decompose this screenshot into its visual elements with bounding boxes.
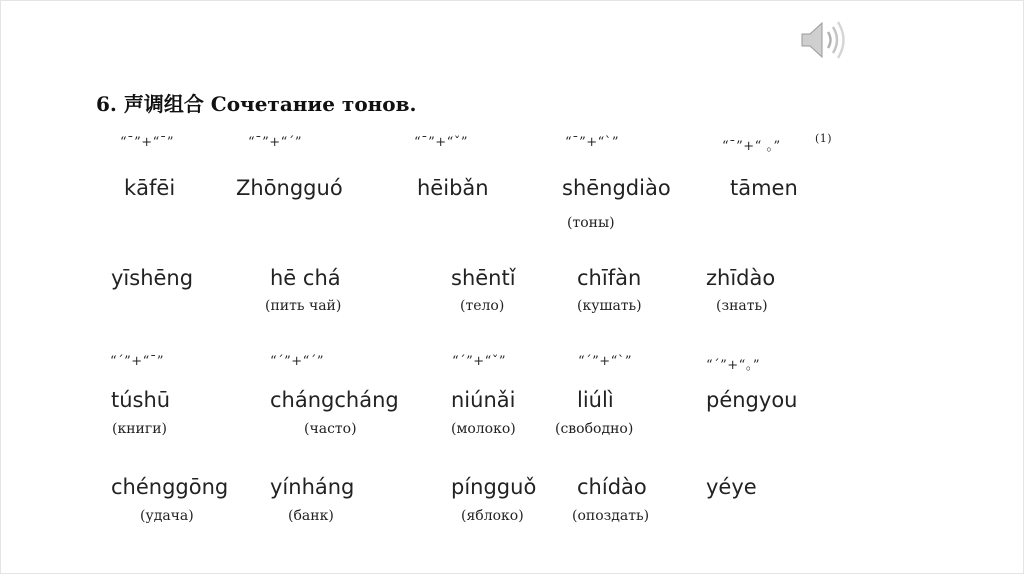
pinyin-word: kāfēi: [124, 176, 176, 200]
translation: (удача): [140, 508, 194, 524]
pinyin-word: hēibǎn: [417, 176, 489, 200]
section-title: 6. 声调组合 Сочетание тонов.: [96, 92, 417, 116]
translation: (тоны): [567, 215, 615, 231]
tone-pattern: “ˉ”+“ˊ”: [248, 135, 302, 150]
tone-pattern: “ˉ”+“ 。”: [722, 139, 781, 154]
pinyin-word: liúlì: [577, 388, 614, 412]
speaker-icon[interactable]: [796, 16, 848, 64]
pinyin-word: tāmen: [730, 176, 798, 200]
tone-pattern: “ˊ”+“ˊ”: [270, 354, 324, 369]
translation: (свободно): [555, 421, 634, 437]
translation: (банк): [288, 508, 334, 524]
tone-pattern: “ˊ”+“。”: [706, 358, 760, 373]
footnote-marker: (1): [815, 132, 833, 145]
translation: (опоздать): [572, 508, 650, 524]
pinyin-word: chángcháng: [270, 388, 399, 412]
pinyin-word: shēntǐ: [451, 266, 516, 290]
tone-pattern: “ˉ”+“ˇ”: [414, 135, 468, 150]
pinyin-word: yéye: [706, 475, 757, 499]
translation: (яблоко): [461, 508, 524, 524]
translation: (часто): [304, 421, 357, 437]
pinyin-word: chídào: [577, 475, 647, 499]
pinyin-word: píngguǒ: [451, 475, 537, 499]
translation: (тело): [460, 298, 505, 314]
pinyin-word: shēngdiào: [562, 176, 671, 200]
pinyin-word: chīfàn: [577, 266, 642, 290]
pinyin-word: yínháng: [270, 475, 355, 499]
tone-pattern: “ˊ”+“ˋ”: [578, 354, 632, 369]
translation: (молоко): [451, 421, 516, 437]
pinyin-word: niúnǎi: [451, 388, 516, 412]
pinyin-word: túshū: [111, 388, 171, 412]
translation: (книги): [112, 421, 168, 437]
tone-pattern: “ˊ”+“ˇ”: [452, 354, 506, 369]
tone-pattern: “ˉ”+“ˉ”: [120, 135, 174, 150]
pinyin-word: péngyou: [706, 388, 798, 412]
translation: (знать): [716, 298, 768, 314]
pinyin-word: Zhōngguó: [236, 176, 343, 200]
translation: (пить чай): [265, 298, 342, 314]
pinyin-word: hē chá: [270, 266, 341, 290]
tone-pattern: “ˊ”+“ˉ”: [110, 354, 164, 369]
pinyin-word: yīshēng: [111, 266, 194, 290]
tone-pattern: “ˉ”+“ˋ”: [565, 135, 619, 150]
pinyin-word: chénggōng: [111, 475, 229, 499]
translation: (кушать): [577, 298, 642, 314]
pinyin-word: zhīdào: [706, 266, 776, 290]
